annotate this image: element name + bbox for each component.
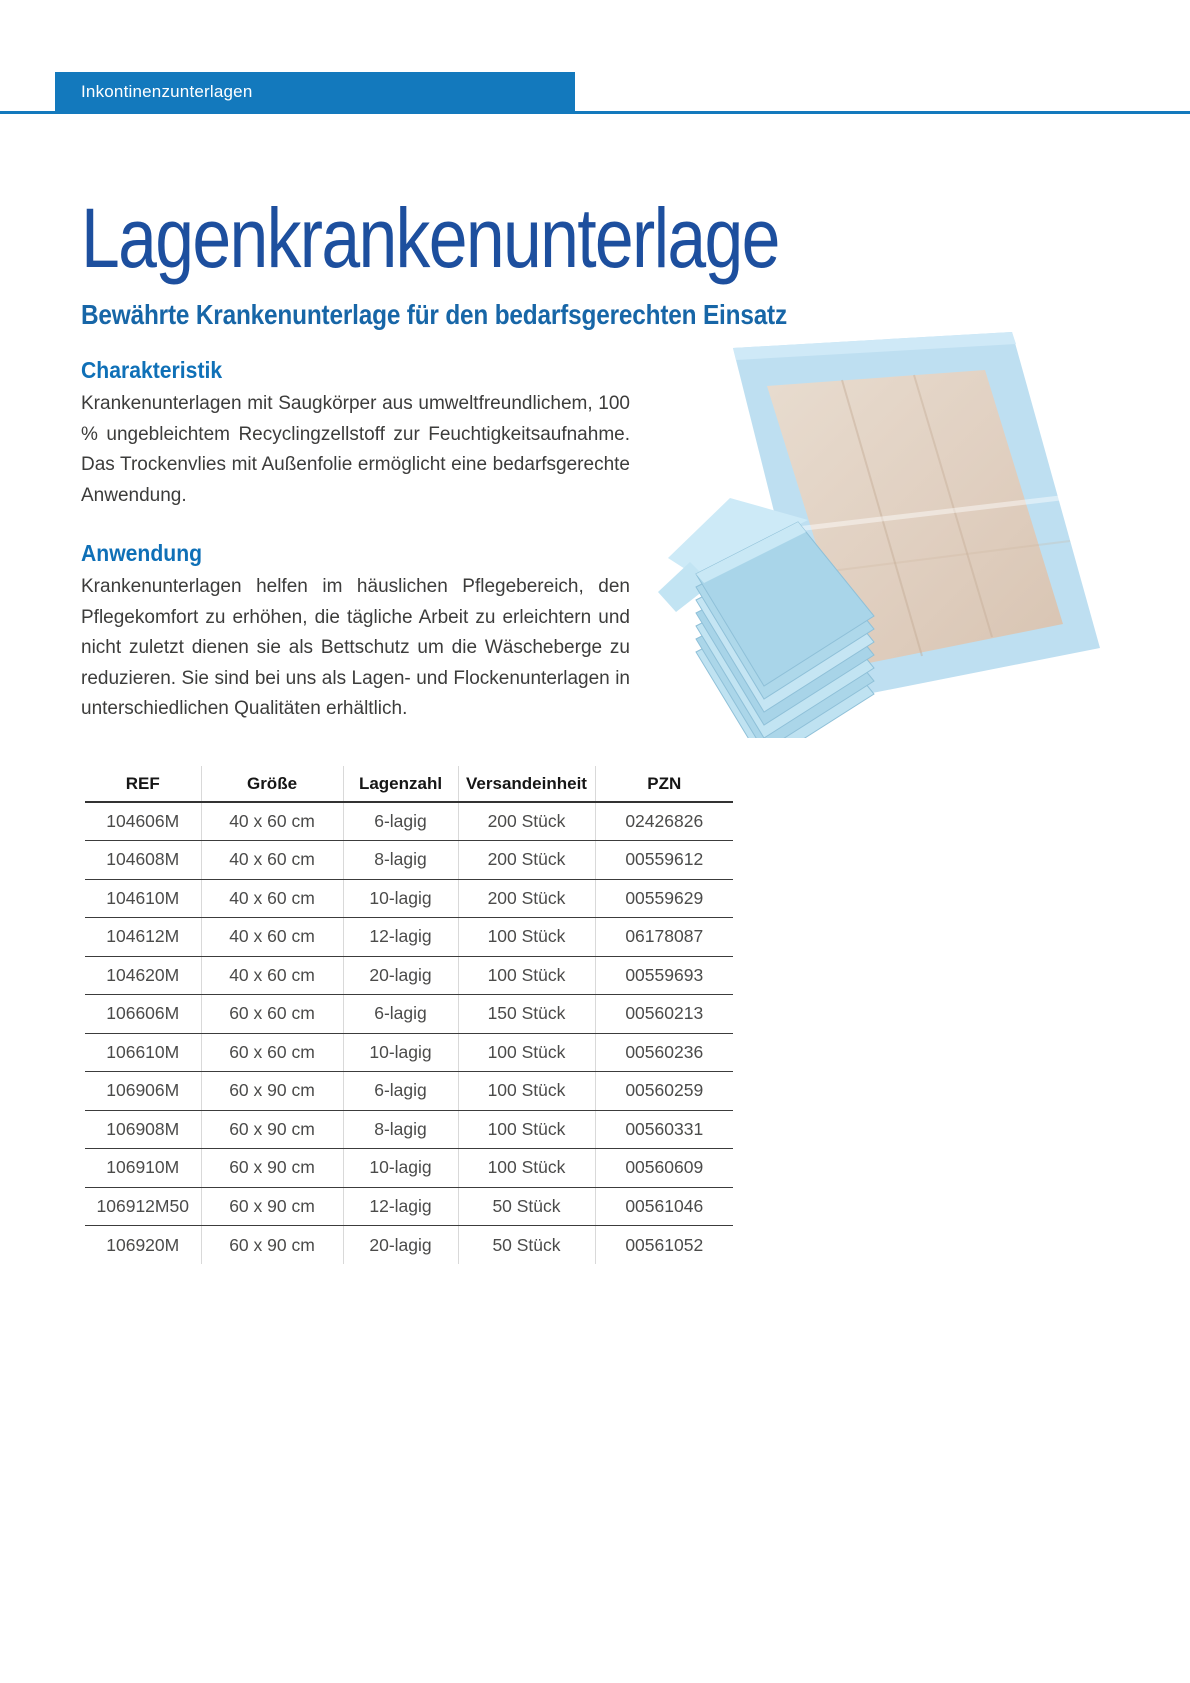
section-body-charakteristik: Krankenunterlagen mit Saugkörper aus umweltfreundlichem, 100 % ungebleichtem Recyclingzellstoff zur Feuchtigkeitsaufnahme. Das Trockenvlies mit Außenfolie ermöglicht eine bedarfsgerechte Anwendung. bbox=[81, 393, 630, 506]
cell-versandeinheit: 50 Stück bbox=[458, 1226, 595, 1265]
cell-pzn: 00560609 bbox=[595, 1149, 733, 1188]
cell-versandeinheit: 200 Stück bbox=[458, 841, 595, 880]
column-header-pzn: PZN bbox=[595, 766, 733, 802]
section-heading-charakteristik: Charakteristik bbox=[81, 357, 223, 383]
cell-ref: 106610M bbox=[85, 1033, 201, 1072]
cell-pzn: 02426826 bbox=[595, 802, 733, 841]
cell-groesse: 60 x 90 cm bbox=[201, 1187, 343, 1226]
table-row bbox=[85, 1033, 733, 1072]
cell-pzn: 00561052 bbox=[595, 1226, 733, 1265]
cell-pzn: 00559629 bbox=[595, 879, 733, 918]
category-tab-label: Inkontinenzunterlagen bbox=[81, 81, 253, 101]
cell-pzn: 00559612 bbox=[595, 841, 733, 880]
cell-groesse: 40 x 60 cm bbox=[201, 802, 343, 841]
cell-lagenzahl: 20-lagig bbox=[343, 1226, 458, 1265]
cell-lagenzahl: 10-lagig bbox=[343, 1149, 458, 1188]
cell-groesse: 60 x 90 cm bbox=[201, 1226, 343, 1265]
product-table bbox=[85, 766, 733, 1264]
cell-groesse: 40 x 60 cm bbox=[201, 956, 343, 995]
cell-versandeinheit: 100 Stück bbox=[458, 1110, 595, 1149]
cell-ref: 104612M bbox=[85, 918, 201, 957]
cell-groesse: 40 x 60 cm bbox=[201, 879, 343, 918]
cell-ref: 104620M bbox=[85, 956, 201, 995]
cell-versandeinheit: 100 Stück bbox=[458, 956, 595, 995]
cell-pzn: 00561046 bbox=[595, 1187, 733, 1226]
header-rule bbox=[0, 111, 1190, 114]
cell-lagenzahl: 6-lagig bbox=[343, 995, 458, 1034]
cell-lagenzahl: 10-lagig bbox=[343, 1033, 458, 1072]
cell-ref: 104608M bbox=[85, 841, 201, 880]
cell-lagenzahl: 6-lagig bbox=[343, 802, 458, 841]
cell-versandeinheit: 100 Stück bbox=[458, 1072, 595, 1111]
table-row bbox=[85, 802, 733, 841]
table-row bbox=[85, 1072, 733, 1111]
cell-lagenzahl: 8-lagig bbox=[343, 1110, 458, 1149]
cell-versandeinheit: 150 Stück bbox=[458, 995, 595, 1034]
cell-lagenzahl: 10-lagig bbox=[343, 879, 458, 918]
cell-pzn: 00560331 bbox=[595, 1110, 733, 1149]
table-row bbox=[85, 956, 733, 995]
cell-groesse: 60 x 90 cm bbox=[201, 1072, 343, 1111]
cell-ref: 106906M bbox=[85, 1072, 201, 1111]
column-header-groesse: Größe bbox=[201, 766, 343, 802]
cell-ref: 104610M bbox=[85, 879, 201, 918]
cell-groesse: 40 x 60 cm bbox=[201, 918, 343, 957]
cell-groesse: 60 x 90 cm bbox=[201, 1149, 343, 1188]
cell-lagenzahl: 6-lagig bbox=[343, 1072, 458, 1111]
cell-versandeinheit: 200 Stück bbox=[458, 802, 595, 841]
cell-ref: 106606M bbox=[85, 995, 201, 1034]
cell-versandeinheit: 100 Stück bbox=[458, 1149, 595, 1188]
section-body-anwendung: Krankenunterlagen helfen im häuslichen Pflegebereich, den Pflegekomfort zu erhöhen, die tägliche Arbeit zu erleichtern und nicht zuletzt dienen sie als Bettschutz um die Wäscheberge zu reduzieren. Sie sind bei uns als Lagen- und Flockenunterlagen in unterschiedlichen Qualitäten erhältlich. bbox=[81, 576, 630, 719]
cell-groesse: 60 x 60 cm bbox=[201, 1033, 343, 1072]
table-header-row bbox=[85, 766, 733, 802]
section-heading-anwendung: Anwendung bbox=[81, 540, 203, 566]
cell-pzn: 00560213 bbox=[595, 995, 733, 1034]
product-photo bbox=[630, 326, 1110, 738]
column-header-ref: REF bbox=[85, 766, 201, 802]
cell-lagenzahl: 12-lagig bbox=[343, 1187, 458, 1226]
table-row bbox=[85, 918, 733, 957]
cell-ref: 104606M bbox=[85, 802, 201, 841]
cell-versandeinheit: 50 Stück bbox=[458, 1187, 595, 1226]
cell-lagenzahl: 8-lagig bbox=[343, 841, 458, 880]
cell-versandeinheit: 100 Stück bbox=[458, 918, 595, 957]
category-tab bbox=[55, 72, 575, 111]
cell-ref: 106912M50 bbox=[85, 1187, 201, 1226]
table-row bbox=[85, 879, 733, 918]
table-row bbox=[85, 1187, 733, 1226]
column-header-versandeinheit: Versandeinheit bbox=[458, 766, 595, 802]
cell-groesse: 60 x 90 cm bbox=[201, 1110, 343, 1149]
cell-versandeinheit: 100 Stück bbox=[458, 1033, 595, 1072]
cell-pzn: 06178087 bbox=[595, 918, 733, 957]
table-row bbox=[85, 1226, 733, 1265]
column-header-lagenzahl: Lagenzahl bbox=[343, 766, 458, 802]
table-row bbox=[85, 1149, 733, 1188]
cell-ref: 106910M bbox=[85, 1149, 201, 1188]
table-row bbox=[85, 841, 733, 880]
cell-pzn: 00560259 bbox=[595, 1072, 733, 1111]
cell-ref: 106908M bbox=[85, 1110, 201, 1149]
cell-versandeinheit: 200 Stück bbox=[458, 879, 595, 918]
cell-groesse: 40 x 60 cm bbox=[201, 841, 343, 880]
cell-lagenzahl: 20-lagig bbox=[343, 956, 458, 995]
cell-groesse: 60 x 60 cm bbox=[201, 995, 343, 1034]
table-row bbox=[85, 1110, 733, 1149]
cell-pzn: 00559693 bbox=[595, 956, 733, 995]
cell-pzn: 00560236 bbox=[595, 1033, 733, 1072]
page-title: Lagenkrankenunterlage bbox=[81, 191, 779, 285]
cell-lagenzahl: 12-lagig bbox=[343, 918, 458, 957]
cell-ref: 106920M bbox=[106, 1234, 180, 1255]
page-subtitle: Bewährte Krankenunterlage für den bedarfsgerechten Einsatz bbox=[81, 299, 788, 330]
table-row bbox=[85, 995, 733, 1034]
